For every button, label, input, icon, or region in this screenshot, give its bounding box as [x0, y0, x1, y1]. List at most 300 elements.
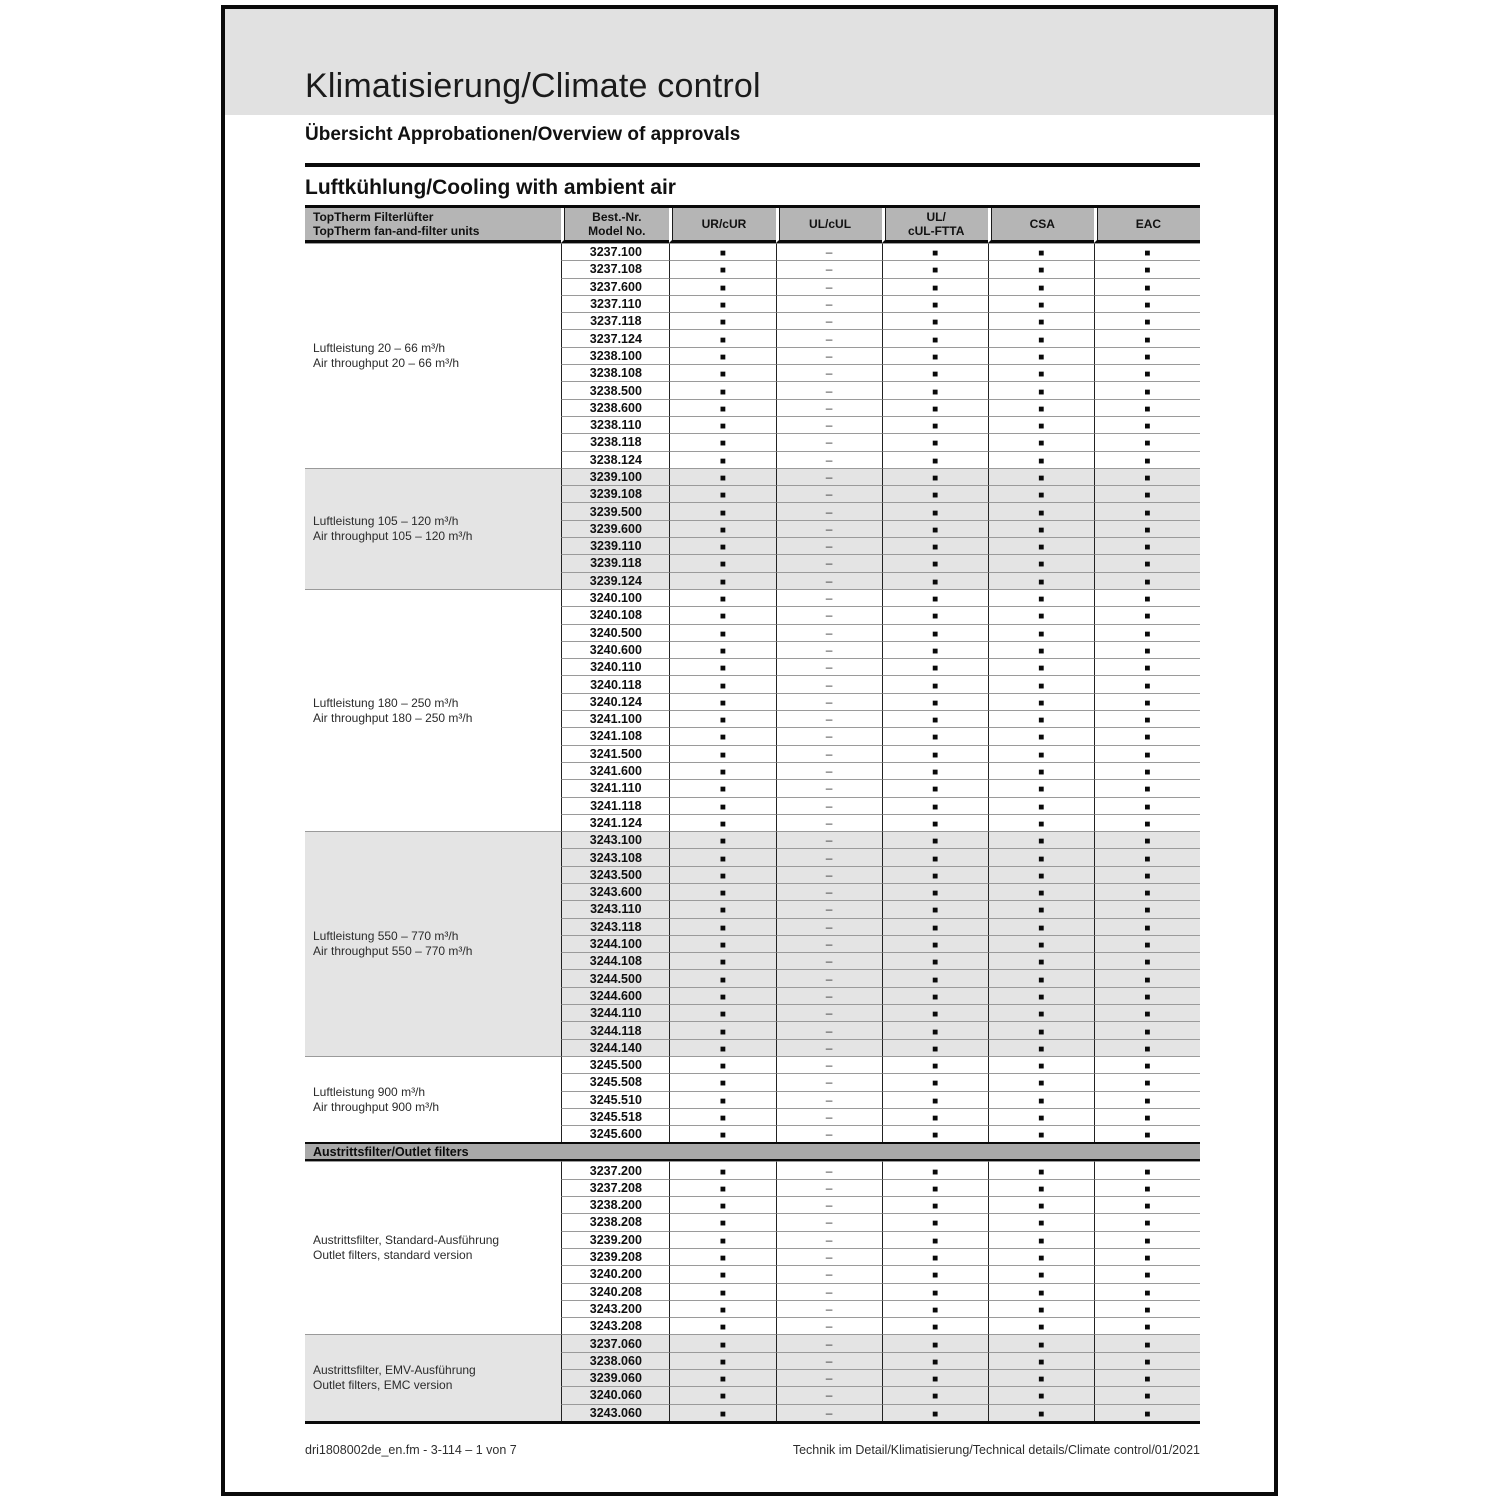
approval-cell [988, 433, 1094, 450]
model-number-cell: 3243.208 [561, 1317, 669, 1334]
approval-cell [988, 883, 1094, 900]
approval-square-icon: ■ [932, 680, 939, 692]
approval-cell [669, 1161, 775, 1178]
approval-square-icon: ■ [1144, 248, 1151, 260]
group-label-cell [305, 831, 561, 1056]
approval-cell [776, 641, 882, 658]
approval-dash: – [825, 504, 833, 519]
approval-square-icon: ■ [1038, 1287, 1045, 1299]
approval-cell [776, 1334, 882, 1351]
approval-square-icon: ■ [1038, 818, 1045, 830]
approval-cell [669, 572, 775, 589]
approval-cell [669, 1125, 775, 1142]
approval-cell [882, 727, 988, 744]
approval-square-icon: ■ [1038, 1408, 1045, 1420]
approval-square-icon: ■ [719, 300, 726, 312]
model-number-cell: 3238.100 [561, 347, 669, 364]
approval-cell [669, 987, 775, 1004]
approval-cell [882, 451, 988, 468]
approval-square-icon: ■ [719, 836, 726, 848]
approval-cell [882, 866, 988, 883]
approval-cell [988, 1352, 1094, 1369]
approval-cell [988, 1334, 1094, 1351]
model-number-cell: 3238.208 [561, 1213, 669, 1230]
approval-cell [776, 364, 882, 381]
approval-square-icon: ■ [932, 455, 939, 467]
approval-cell [1094, 399, 1200, 416]
approval-cell [669, 468, 775, 485]
approval-cell [669, 935, 775, 952]
model-number-cell: 3244.500 [561, 969, 669, 986]
approval-dash: – [825, 867, 833, 882]
approval-cell [669, 1317, 775, 1334]
approval-square-icon: ■ [1038, 507, 1045, 519]
approval-square-icon: ■ [1038, 265, 1045, 277]
approval-square-icon: ■ [932, 940, 939, 952]
approval-cell [776, 624, 882, 641]
approval-square-icon: ■ [1038, 1270, 1045, 1282]
approval-dash: – [825, 919, 833, 934]
approval-cell [882, 1056, 988, 1073]
column-header-ul-cul [776, 208, 882, 243]
approval-cell [669, 606, 775, 623]
approval-cell [1094, 1004, 1200, 1021]
approval-cell [1094, 848, 1200, 865]
column-header-line: EAC [1135, 217, 1162, 231]
approval-cell [776, 278, 882, 295]
approval-square-icon: ■ [1038, 697, 1045, 709]
approval-cell [882, 848, 988, 865]
approval-cell [776, 745, 882, 762]
model-number-cell: 3241.110 [561, 779, 669, 796]
approval-square-icon: ■ [932, 767, 939, 779]
approval-cell [882, 278, 988, 295]
approval-cell [882, 1352, 988, 1369]
approval-cell [882, 779, 988, 796]
approval-cell [669, 364, 775, 381]
approval-cell [1094, 1352, 1200, 1369]
approval-cell [988, 572, 1094, 589]
approval-square-icon: ■ [932, 1322, 939, 1334]
approval-square-icon: ■ [932, 611, 939, 623]
model-number-cell: 3238.500 [561, 381, 669, 398]
approval-cell [776, 675, 882, 692]
approval-square-icon: ■ [932, 1356, 939, 1368]
approval-square-icon: ■ [1144, 490, 1151, 502]
model-number-cell: 3237.124 [561, 329, 669, 346]
model-number-cell: 3238.108 [561, 364, 669, 381]
approval-cell [988, 866, 1094, 883]
approval-square-icon: ■ [1144, 455, 1151, 467]
approval-cell [988, 727, 1094, 744]
approval-square-icon: ■ [932, 697, 939, 709]
approval-square-icon: ■ [719, 1235, 726, 1247]
approval-square-icon: ■ [1038, 455, 1045, 467]
approvals-table-body [305, 243, 1200, 1421]
approval-square-icon: ■ [1144, 611, 1151, 623]
approval-cell [882, 797, 988, 814]
approval-cell [669, 918, 775, 935]
approval-cell [882, 1386, 988, 1403]
approval-cell [1094, 1108, 1200, 1125]
approval-square-icon: ■ [932, 300, 939, 312]
approval-cell [1094, 1248, 1200, 1265]
group-label-cell [305, 1334, 561, 1420]
approval-square-icon: ■ [1144, 1130, 1151, 1142]
approval-square-icon: ■ [1144, 317, 1151, 329]
approval-cell [776, 1196, 882, 1213]
approval-cell [882, 347, 988, 364]
approval-cell [669, 883, 775, 900]
approval-square-icon: ■ [1144, 1061, 1151, 1073]
approval-dash: – [825, 833, 833, 848]
approval-cell [669, 1300, 775, 1317]
model-number-cell: 3243.110 [561, 900, 669, 917]
approval-square-icon: ■ [719, 542, 726, 554]
model-number-cell: 3239.600 [561, 520, 669, 537]
approval-cell [669, 658, 775, 675]
approval-cell [669, 1231, 775, 1248]
approval-square-icon: ■ [1038, 905, 1045, 917]
approval-square-icon: ■ [719, 957, 726, 969]
approval-square-icon: ■ [932, 1112, 939, 1124]
approval-square-icon: ■ [1144, 940, 1151, 952]
approval-cell [669, 866, 775, 883]
approval-cell [988, 1213, 1094, 1230]
model-number-cell: 3241.600 [561, 762, 669, 779]
approval-dash: – [825, 1109, 833, 1124]
approval-cell [669, 312, 775, 329]
approval-cell [669, 1021, 775, 1038]
approval-square-icon: ■ [1144, 836, 1151, 848]
approval-cell [988, 399, 1094, 416]
approval-cell [669, 1039, 775, 1056]
approval-cell [669, 641, 775, 658]
approval-square-icon: ■ [1038, 317, 1045, 329]
approval-square-icon: ■ [1144, 1235, 1151, 1247]
approval-cell [669, 243, 775, 260]
approval-cell [1094, 312, 1200, 329]
group-label-en: Outlet filters, standard version [313, 1248, 473, 1263]
model-number-cell: 3237.118 [561, 312, 669, 329]
approval-square-icon: ■ [1144, 1183, 1151, 1195]
approval-cell [1094, 468, 1200, 485]
approval-dash: – [825, 764, 833, 779]
approval-square-icon: ■ [719, 1322, 726, 1334]
approval-cell [776, 1179, 882, 1196]
column-header-ur-cur [669, 208, 775, 243]
approval-cell [1094, 433, 1200, 450]
approval-cell [776, 779, 882, 796]
approval-cell [776, 399, 882, 416]
approval-cell [669, 433, 775, 450]
approval-cell [882, 675, 988, 692]
approval-cell [776, 554, 882, 571]
approval-cell [1094, 693, 1200, 710]
approval-cell [669, 848, 775, 865]
approval-square-icon: ■ [932, 749, 939, 761]
approval-square-icon: ■ [1038, 334, 1045, 346]
approval-dash: – [825, 521, 833, 536]
model-number-cell: 3238.118 [561, 433, 669, 450]
group-label-de: Austrittsfilter, EMV-Ausführung [313, 1363, 476, 1378]
approval-cell [1094, 1404, 1200, 1421]
approval-square-icon: ■ [1038, 611, 1045, 623]
section-title: Luftkühlung/Cooling with ambient air [305, 176, 676, 199]
page-subtitle: Übersicht Approbationen/Overview of approvals [305, 124, 741, 145]
approval-square-icon: ■ [1038, 784, 1045, 796]
footer-document-reference: dri1808002de_en.fm - 3-114 – 1 von 7 [305, 1443, 517, 1457]
approval-square-icon: ■ [1038, 1356, 1045, 1368]
approval-cell [669, 675, 775, 692]
approval-square-icon: ■ [1038, 248, 1045, 260]
approval-cell [988, 278, 1094, 295]
approval-square-icon: ■ [719, 940, 726, 952]
approval-square-icon: ■ [932, 1026, 939, 1038]
approval-square-icon: ■ [1144, 905, 1151, 917]
approval-square-icon: ■ [1038, 974, 1045, 986]
approval-square-icon: ■ [719, 922, 726, 934]
approval-cell [882, 537, 988, 554]
approval-cell [1094, 1369, 1200, 1386]
table-row [305, 589, 1200, 606]
approval-square-icon: ■ [719, 1270, 726, 1282]
approval-cell [882, 329, 988, 346]
approval-square-icon: ■ [1144, 1095, 1151, 1107]
approval-dash: – [825, 539, 833, 554]
approval-cell [988, 260, 1094, 277]
approval-dash: – [825, 746, 833, 761]
group-label-de: Luftleistung 180 – 250 m³/h [313, 695, 459, 710]
approval-square-icon: ■ [1144, 1356, 1151, 1368]
group-label-cell [305, 468, 561, 589]
approval-square-icon: ■ [1144, 559, 1151, 571]
approval-square-icon: ■ [1144, 1391, 1151, 1403]
approval-cell [669, 693, 775, 710]
approval-cell [988, 1404, 1094, 1421]
approval-cell [1094, 675, 1200, 692]
approval-square-icon: ■ [1144, 888, 1151, 900]
approval-cell [669, 1213, 775, 1230]
approval-square-icon: ■ [719, 1043, 726, 1055]
approval-cell [776, 1317, 882, 1334]
approval-square-icon: ■ [932, 576, 939, 588]
approval-cell [1094, 1213, 1200, 1230]
approval-square-icon: ■ [1038, 282, 1045, 294]
approval-cell [988, 710, 1094, 727]
approval-cell [776, 1248, 882, 1265]
group-label-en: Air throughput 550 – 770 m³/h [313, 944, 473, 959]
approval-cell [1094, 969, 1200, 986]
approval-cell [988, 416, 1094, 433]
approval-cell [882, 243, 988, 260]
approval-cell [669, 745, 775, 762]
approval-square-icon: ■ [1038, 1253, 1045, 1265]
approval-square-icon: ■ [1144, 1112, 1151, 1124]
approval-cell [882, 1125, 988, 1142]
approval-square-icon: ■ [719, 1408, 726, 1420]
approval-cell [776, 935, 882, 952]
approval-square-icon: ■ [1144, 663, 1151, 675]
model-number-cell: 3240.108 [561, 606, 669, 623]
approval-square-icon: ■ [1038, 853, 1045, 865]
model-number-cell: 3243.500 [561, 866, 669, 883]
approval-cell [1094, 1125, 1200, 1142]
approval-cell [776, 520, 882, 537]
approval-dash: – [825, 815, 833, 830]
approval-square-icon: ■ [719, 438, 726, 450]
model-number-cell: 3240.118 [561, 675, 669, 692]
approval-square-icon: ■ [719, 282, 726, 294]
approval-cell [669, 1369, 775, 1386]
approval-cell [776, 1039, 882, 1056]
approval-square-icon: ■ [719, 1095, 726, 1107]
approval-cell [776, 693, 882, 710]
group-label-de: Luftleistung 550 – 770 m³/h [313, 929, 459, 944]
table-row [305, 1161, 1200, 1178]
approval-square-icon: ■ [932, 1130, 939, 1142]
approval-square-icon: ■ [719, 697, 726, 709]
approval-cell [1094, 710, 1200, 727]
approval-cell [669, 1179, 775, 1196]
approval-square-icon: ■ [932, 334, 939, 346]
approval-square-icon: ■ [719, 1304, 726, 1316]
approval-cell [776, 572, 882, 589]
approval-cell [988, 1108, 1094, 1125]
approval-cell [669, 451, 775, 468]
approval-square-icon: ■ [932, 1043, 939, 1055]
approval-dash: – [825, 418, 833, 433]
approval-cell [988, 295, 1094, 312]
approval-cell [1094, 831, 1200, 848]
approval-square-icon: ■ [932, 1287, 939, 1299]
approval-cell [776, 606, 882, 623]
group-label-de: Luftleistung 20 – 66 m³/h [313, 340, 446, 355]
approval-cell [882, 1039, 988, 1056]
approval-square-icon: ■ [719, 1061, 726, 1073]
approval-cell [882, 1283, 988, 1300]
approval-square-icon: ■ [719, 818, 726, 830]
group-label-de: Austrittsfilter, Standard-Ausführung [313, 1233, 500, 1248]
approval-square-icon: ■ [1038, 1078, 1045, 1090]
approval-square-icon: ■ [1038, 991, 1045, 1003]
approval-cell [1094, 866, 1200, 883]
model-number-cell: 3237.108 [561, 260, 669, 277]
approval-cell [776, 468, 882, 485]
approval-cell [882, 641, 988, 658]
approval-cell [882, 364, 988, 381]
model-number-cell: 3237.110 [561, 295, 669, 312]
approval-square-icon: ■ [932, 1166, 939, 1178]
approval-square-icon: ■ [932, 1095, 939, 1107]
approval-square-icon: ■ [719, 1339, 726, 1351]
approval-cell [988, 1179, 1094, 1196]
approval-square-icon: ■ [1038, 490, 1045, 502]
approval-square-icon: ■ [1144, 767, 1151, 779]
approval-square-icon: ■ [1038, 300, 1045, 312]
approval-square-icon: ■ [1144, 351, 1151, 363]
approval-cell [988, 1161, 1094, 1178]
approval-cell [776, 1283, 882, 1300]
approval-dash: – [825, 954, 833, 969]
approval-dash: – [825, 1180, 833, 1195]
approval-square-icon: ■ [932, 1304, 939, 1316]
approval-cell [988, 243, 1094, 260]
approval-square-icon: ■ [932, 801, 939, 813]
approval-cell [1094, 1334, 1200, 1351]
approval-cell [882, 1213, 988, 1230]
approval-cell [882, 381, 988, 398]
approval-cell [1094, 381, 1200, 398]
approval-dash: – [825, 885, 833, 900]
approval-cell [1094, 883, 1200, 900]
approval-square-icon: ■ [719, 369, 726, 381]
approval-cell [776, 347, 882, 364]
approval-cell [776, 433, 882, 450]
approval-square-icon: ■ [932, 369, 939, 381]
approval-cell [776, 883, 882, 900]
approval-square-icon: ■ [719, 853, 726, 865]
approval-dash: – [825, 452, 833, 467]
approval-square-icon: ■ [1038, 888, 1045, 900]
approval-cell [776, 295, 882, 312]
model-number-cell: 3239.100 [561, 468, 669, 485]
model-number-cell: 3243.600 [561, 883, 669, 900]
approval-cell [988, 641, 1094, 658]
approval-cell [1094, 1073, 1200, 1090]
model-number-cell: 3238.200 [561, 1196, 669, 1213]
approval-cell [1094, 987, 1200, 1004]
approval-cell [988, 1039, 1094, 1056]
approval-square-icon: ■ [1144, 1304, 1151, 1316]
approval-cell [882, 1404, 988, 1421]
table-row [305, 468, 1200, 485]
approval-cell [1094, 485, 1200, 502]
approval-cell [669, 1108, 775, 1125]
approval-cell [776, 727, 882, 744]
approval-cell [1094, 1231, 1200, 1248]
approval-square-icon: ■ [932, 1235, 939, 1247]
approval-cell [882, 883, 988, 900]
approval-cell [988, 468, 1094, 485]
approval-cell [882, 520, 988, 537]
approval-cell [882, 1108, 988, 1125]
approval-cell [1094, 347, 1200, 364]
group-label-en: Air throughput 180 – 250 m³/h [313, 710, 473, 725]
approval-cell [882, 935, 988, 952]
approval-square-icon: ■ [1038, 438, 1045, 450]
approval-cell [882, 1021, 988, 1038]
approval-cell [988, 329, 1094, 346]
approval-cell [776, 848, 882, 865]
approval-dash: – [825, 781, 833, 796]
approval-cell [882, 658, 988, 675]
approval-cell [988, 745, 1094, 762]
approval-cell [669, 485, 775, 502]
approval-square-icon: ■ [932, 1078, 939, 1090]
section-divider-label: Austrittsfilter/Outlet filters [305, 1142, 1200, 1161]
approval-square-icon: ■ [1038, 1130, 1045, 1142]
model-number-cell: 3238.124 [561, 451, 669, 468]
approval-square-icon: ■ [1144, 957, 1151, 969]
approval-cell [776, 952, 882, 969]
approval-cell [1094, 243, 1200, 260]
approval-dash: – [825, 694, 833, 709]
approval-square-icon: ■ [719, 905, 726, 917]
approval-cell [988, 675, 1094, 692]
approval-cell [669, 520, 775, 537]
column-header-model-no [561, 208, 669, 243]
